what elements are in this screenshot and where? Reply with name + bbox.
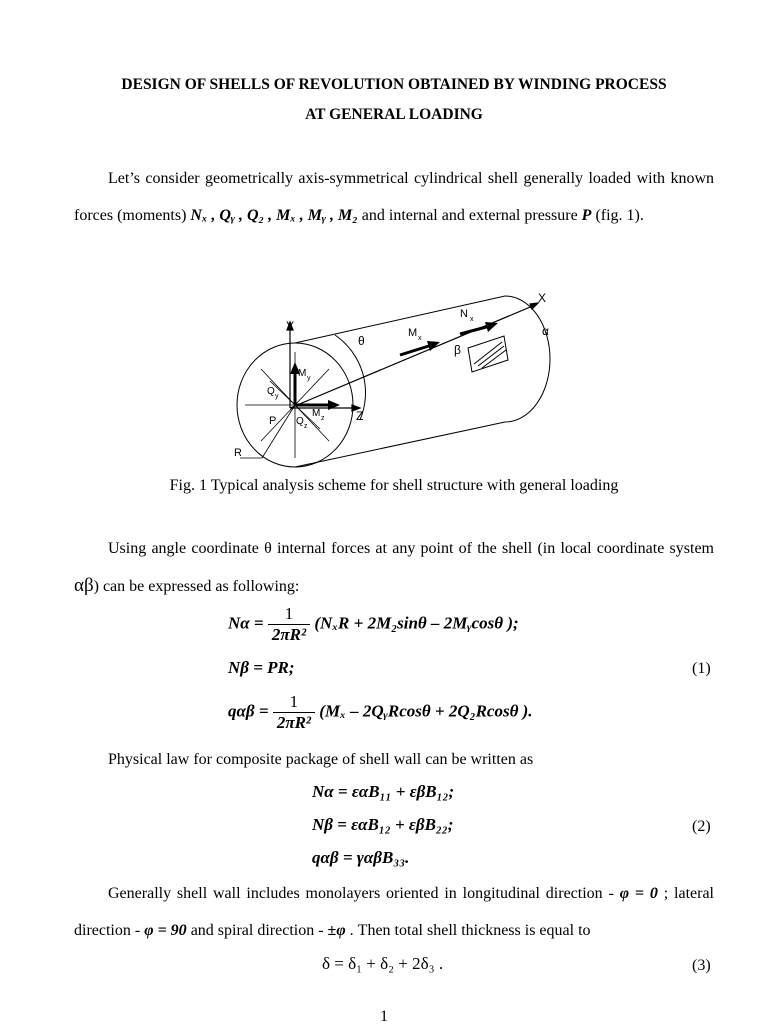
title-line-1: DESIGN OF SHELLS OF REVOLUTION OBTAINED BY WINDING PROCESS bbox=[121, 76, 667, 93]
eq1-line1-lhs: Nα = bbox=[228, 613, 264, 633]
eq1-fraction-1 bbox=[268, 604, 310, 645]
mono-text-1: Generally shell wall includes monolayers oriented in longitudinal direction - bbox=[108, 885, 620, 902]
eq2-line3: qαβ = γαβB₃₃. bbox=[312, 848, 410, 867]
label-beta: β bbox=[454, 343, 461, 357]
eq1-line2: Nβ = PR; bbox=[228, 658, 295, 677]
eq1-line1 bbox=[228, 604, 519, 645]
label-z: Z bbox=[356, 409, 364, 423]
angle-text-3: ) can be expressed as following: bbox=[93, 578, 300, 595]
label-my-sub: y bbox=[307, 375, 311, 382]
angle-text-1: Using angle coordinate bbox=[108, 540, 265, 557]
intro-text-2: and internal and external pressure bbox=[357, 207, 582, 224]
label-alpha: α bbox=[542, 324, 549, 338]
label-mz: M bbox=[312, 408, 321, 419]
eq2-line1: Nα = εαB₁₁ + εβB₁₂; bbox=[312, 782, 455, 801]
mono-text-2: ; lateral direction - bbox=[74, 885, 715, 939]
forces-list: Nₓ , Qᵧ , Q₂ , Mₓ , Mᵧ , M₂ bbox=[190, 207, 358, 224]
mono-text-3: and spiral direction - bbox=[186, 922, 328, 939]
theta-symbol: θ bbox=[264, 540, 272, 557]
angle-text-2: internal forces at any point of the shell (in local coordinate system bbox=[271, 540, 715, 557]
eq1-line3-rhs: (Mₓ – 2QᵧRcosθ + 2Q₂Rcosθ ). bbox=[319, 701, 533, 721]
label-qy-sub: y bbox=[275, 393, 279, 400]
intro-text-3: (fig. 1). bbox=[591, 207, 644, 224]
eq1-frac2-num: 1 bbox=[273, 692, 315, 713]
eq1-line3-lhs: qαβ = bbox=[228, 701, 269, 721]
phi-90: φ = 90 bbox=[144, 922, 187, 939]
page-number: 1 bbox=[380, 1008, 388, 1025]
label-x: X bbox=[538, 291, 547, 305]
label-my: M bbox=[298, 368, 307, 379]
eq2-line2: Nβ = εαB₁₂ + εβB₂₂; bbox=[312, 815, 454, 834]
eq1-fraction-2 bbox=[273, 692, 315, 733]
eq2-number: (2) bbox=[692, 818, 711, 835]
axes bbox=[287, 303, 538, 411]
x-axis-arrow bbox=[530, 303, 538, 309]
label-mz-sub: z bbox=[321, 415, 325, 422]
label-qy: Q bbox=[267, 386, 275, 397]
phi-0: φ = 0 bbox=[619, 885, 658, 902]
shell-figure bbox=[220, 290, 560, 470]
force-arrows bbox=[290, 322, 498, 410]
eq3-number: (3) bbox=[692, 957, 711, 974]
eq1-frac1-num: 1 bbox=[268, 604, 310, 625]
pressure-symbol: P bbox=[581, 207, 592, 224]
eq1-line1-rhs: (NₓR + 2M₂sinθ – 2Mᵧcosθ ); bbox=[314, 613, 519, 633]
intro-text-1: Let’s consider geometrically axis-symmetrical cylindrical shell generally loaded with known forces (moments) bbox=[74, 170, 714, 224]
label-qz-sub: z bbox=[304, 423, 308, 430]
label-mx-sub: x bbox=[418, 335, 422, 342]
monolayer-paragraph bbox=[74, 875, 714, 949]
alphabeta-symbol: αβ bbox=[74, 575, 94, 596]
eq1-line3 bbox=[228, 692, 533, 733]
figure-caption: Fig. 1 Typical analysis scheme for shell structure with general loading bbox=[169, 477, 619, 494]
eq1-frac2-den: 2πR² bbox=[276, 713, 312, 732]
label-mx: M bbox=[408, 327, 418, 339]
label-p: P bbox=[269, 415, 277, 427]
label-y: Y bbox=[286, 319, 295, 333]
physical-law-paragraph: Physical law for composite package of shell wall can be written as bbox=[108, 751, 534, 768]
eq3-line: δ = δ₁ + δ₂ + 2δ₃ . bbox=[322, 954, 444, 973]
eq1-frac1-den: 2πR² bbox=[271, 625, 307, 644]
label-nx-sub: x bbox=[470, 316, 474, 323]
eq1-number: (1) bbox=[692, 660, 711, 677]
title-line-2: AT GENERAL LOADING bbox=[305, 106, 483, 123]
phi-pm: ±φ bbox=[327, 922, 346, 939]
label-nx: N bbox=[460, 308, 468, 320]
surface-element bbox=[468, 336, 508, 372]
label-theta: θ bbox=[358, 334, 365, 348]
intro-paragraph bbox=[74, 160, 714, 234]
mono-text-4: . Then total shell thickness is equal to bbox=[345, 922, 591, 939]
label-r: R bbox=[234, 447, 242, 459]
cylinder-outline bbox=[237, 296, 550, 467]
label-qz: Q bbox=[296, 416, 304, 427]
angle-paragraph bbox=[74, 530, 714, 605]
